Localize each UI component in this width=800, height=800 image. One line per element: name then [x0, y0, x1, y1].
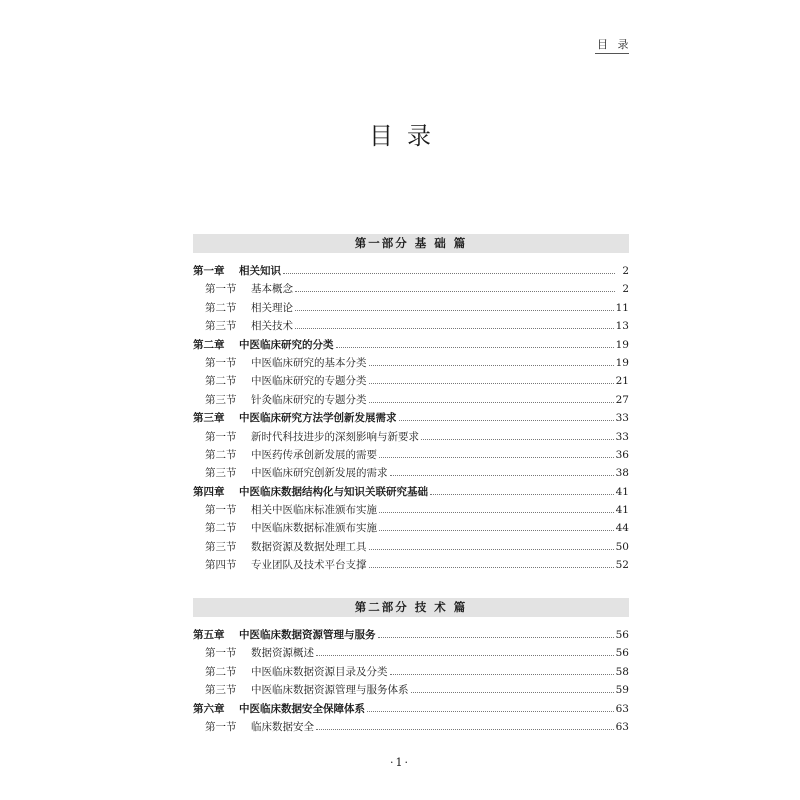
toc-entry-label: 第三节: [205, 320, 237, 333]
toc-entry-label: 第二节: [205, 448, 237, 461]
toc-section-entry[interactable]: [193, 429, 629, 447]
toc-entry-label: 第三节: [205, 467, 237, 480]
toc-entry-page: 50: [615, 540, 629, 553]
toc-entry-label: 第一节: [205, 720, 237, 733]
toc-entry-label: 第二节: [205, 301, 237, 314]
toc-entry-label: 第四节: [205, 559, 237, 572]
toc-section-entry[interactable]: [193, 664, 629, 682]
toc-section-entry[interactable]: [193, 392, 629, 410]
toc-section-entry[interactable]: [193, 539, 629, 557]
toc-entry-title: 中医临床研究的基本分类: [251, 356, 367, 369]
toc-section-entry[interactable]: [193, 355, 629, 373]
dot-leader: [421, 431, 614, 439]
toc-entry-page: 11: [615, 301, 629, 314]
toc-entry-page: 44: [615, 522, 629, 535]
toc-entry-label: 第一节: [205, 283, 237, 296]
toc-entry-title: 中医临床数据资源管理与服务: [239, 629, 376, 641]
dot-leader: [295, 321, 614, 329]
toc-entry-title: 中医临床数据标准颁布实施: [251, 522, 377, 535]
toc-entry-page: 63: [615, 702, 629, 715]
toc-entry-label: 第三节: [205, 393, 237, 406]
toc-entry-page: 56: [615, 647, 629, 660]
toc-entry-label: 第三节: [205, 684, 237, 697]
toc-entry-title: 中医临床研究的分类: [239, 338, 334, 351]
dot-leader: [316, 648, 614, 656]
dot-leader: [369, 560, 614, 568]
toc-section-entry[interactable]: [193, 557, 629, 575]
toc-entry-page: 19: [615, 356, 629, 369]
page-title: 目录: [369, 122, 445, 150]
dot-leader: [369, 358, 614, 366]
toc-entry-label: 第一节: [205, 504, 237, 517]
toc-chapter-entry[interactable]: [193, 484, 629, 502]
toc-entry-title: 针灸临床研究的专题分类: [251, 393, 367, 406]
part-heading: 第二部分 技 术 篇: [354, 600, 468, 614]
toc-section-entry[interactable]: [193, 719, 629, 737]
toc-entry-title: 相关知识: [239, 265, 281, 277]
toc-entry-label: 第六章: [193, 702, 225, 715]
toc-entry-label: 第一节: [205, 356, 237, 369]
toc-chapter-entry[interactable]: [193, 263, 629, 281]
toc-entry-label: 第三节: [205, 540, 237, 553]
dot-leader: [430, 486, 614, 494]
toc-entry-title: 相关中医临床标准颁布实施: [251, 504, 377, 517]
dot-leader: [390, 666, 614, 674]
toc-entry-label: 第二节: [205, 375, 237, 388]
toc-entry-title: 相关技术: [251, 320, 293, 333]
toc-entry-page: 2: [622, 283, 629, 296]
toc-chapter-entry[interactable]: [193, 701, 629, 719]
toc-entry-page: 33: [615, 412, 629, 425]
dot-leader: [379, 450, 614, 458]
dot-leader: [316, 722, 614, 730]
toc-entry-page: 21: [615, 375, 629, 388]
toc-entry-label: 第二节: [205, 522, 237, 535]
part-heading-band-2: [193, 598, 629, 617]
toc-section-entry[interactable]: [193, 465, 629, 483]
toc-entry-label: 第一节: [205, 430, 237, 443]
dot-leader: [295, 302, 614, 310]
dot-leader: [283, 266, 615, 274]
toc-entry-page: 2: [622, 265, 629, 277]
dot-leader: [369, 394, 614, 402]
toc-entry-page: 59: [615, 684, 629, 697]
dot-leader: [367, 703, 614, 711]
toc-entry-label: 第一节: [205, 647, 237, 660]
toc-entry-page: 38: [615, 467, 629, 480]
dot-leader: [336, 339, 614, 347]
toc-entry-page: 33: [615, 430, 629, 443]
toc-entry-title: 中医临床研究的专题分类: [251, 375, 367, 388]
toc-entry-title: 基本概念: [251, 283, 293, 296]
toc-entry-page: 19: [615, 338, 629, 351]
toc-section-entry[interactable]: [193, 318, 629, 336]
dot-leader: [379, 523, 614, 531]
toc-chapter-entry[interactable]: [193, 337, 629, 355]
toc-entry-title: 相关理论: [251, 301, 293, 314]
toc-entry-title: 中医临床数据结构化与知识关联研究基础: [239, 485, 428, 498]
dot-leader: [378, 630, 614, 638]
toc-section-entry[interactable]: [193, 520, 629, 538]
toc-entry-page: 63: [615, 720, 629, 733]
toc-chapter-entry[interactable]: [193, 410, 629, 428]
toc-section-entry[interactable]: [193, 502, 629, 520]
dot-leader: [369, 542, 614, 550]
toc-entry-title: 专业团队及技术平台支撑: [251, 559, 367, 572]
toc-entry-page: 41: [615, 485, 629, 498]
dot-leader: [399, 413, 614, 421]
toc-entry-page: 13: [615, 320, 629, 333]
page-number: ·1·: [390, 756, 410, 769]
dot-leader: [379, 505, 614, 513]
toc-entry-label: 第四章: [193, 485, 225, 498]
toc-section-entry[interactable]: [193, 300, 629, 318]
dot-leader: [390, 468, 614, 476]
toc-entry-label: 第二章: [193, 338, 225, 351]
toc-entry-title: 中医临床数据资源管理与服务体系: [251, 684, 409, 697]
toc-entry-label: 第三章: [193, 412, 225, 425]
toc-entry-title: 新时代科技进步的深刻影响与新要求: [251, 430, 419, 443]
toc-entry-page: 36: [615, 448, 629, 461]
toc-entry-label: 第二节: [205, 665, 237, 678]
toc-entry-page: 56: [615, 629, 629, 641]
toc-entry-title: 中医临床研究创新发展的需求: [251, 467, 388, 480]
toc-list-part-2: [193, 627, 629, 737]
toc-entry-page: 52: [615, 559, 629, 572]
toc-entry-label: 第一章: [193, 265, 225, 277]
toc-list-part-1: [193, 263, 629, 576]
toc-section-entry[interactable]: [193, 645, 629, 663]
toc-entry-title: 临床数据安全: [251, 720, 314, 733]
dot-leader: [369, 376, 614, 384]
toc-entry-title: 中医临床研究方法学创新发展需求: [239, 412, 397, 425]
toc-entry-page: 27: [615, 393, 629, 406]
toc-section-entry[interactable]: [193, 682, 629, 700]
toc-section-entry[interactable]: [193, 281, 629, 299]
dot-leader: [411, 685, 614, 693]
toc-entry-page: 41: [615, 504, 629, 517]
toc-entry-title: 数据资源及数据处理工具: [251, 540, 367, 553]
running-head-rule: [595, 53, 629, 54]
toc-section-entry[interactable]: [193, 447, 629, 465]
toc-entry-page: 58: [615, 665, 629, 678]
toc-entry-title: 中医药传承创新发展的需要: [251, 448, 377, 461]
toc-chapter-entry[interactable]: [193, 627, 629, 645]
toc-entry-title: 中医临床数据资源目录及分类: [251, 665, 388, 678]
toc-entry-title: 中医临床数据安全保障体系: [239, 702, 365, 715]
running-head: 目 录: [597, 38, 632, 51]
toc-entry-label: 第五章: [193, 629, 225, 641]
toc-section-entry[interactable]: [193, 373, 629, 391]
dot-leader: [295, 284, 615, 292]
part-heading-band-1: [193, 234, 629, 253]
toc-entry-title: 数据资源概述: [251, 647, 314, 660]
part-heading: 第一部分 基 础 篇: [354, 236, 468, 250]
